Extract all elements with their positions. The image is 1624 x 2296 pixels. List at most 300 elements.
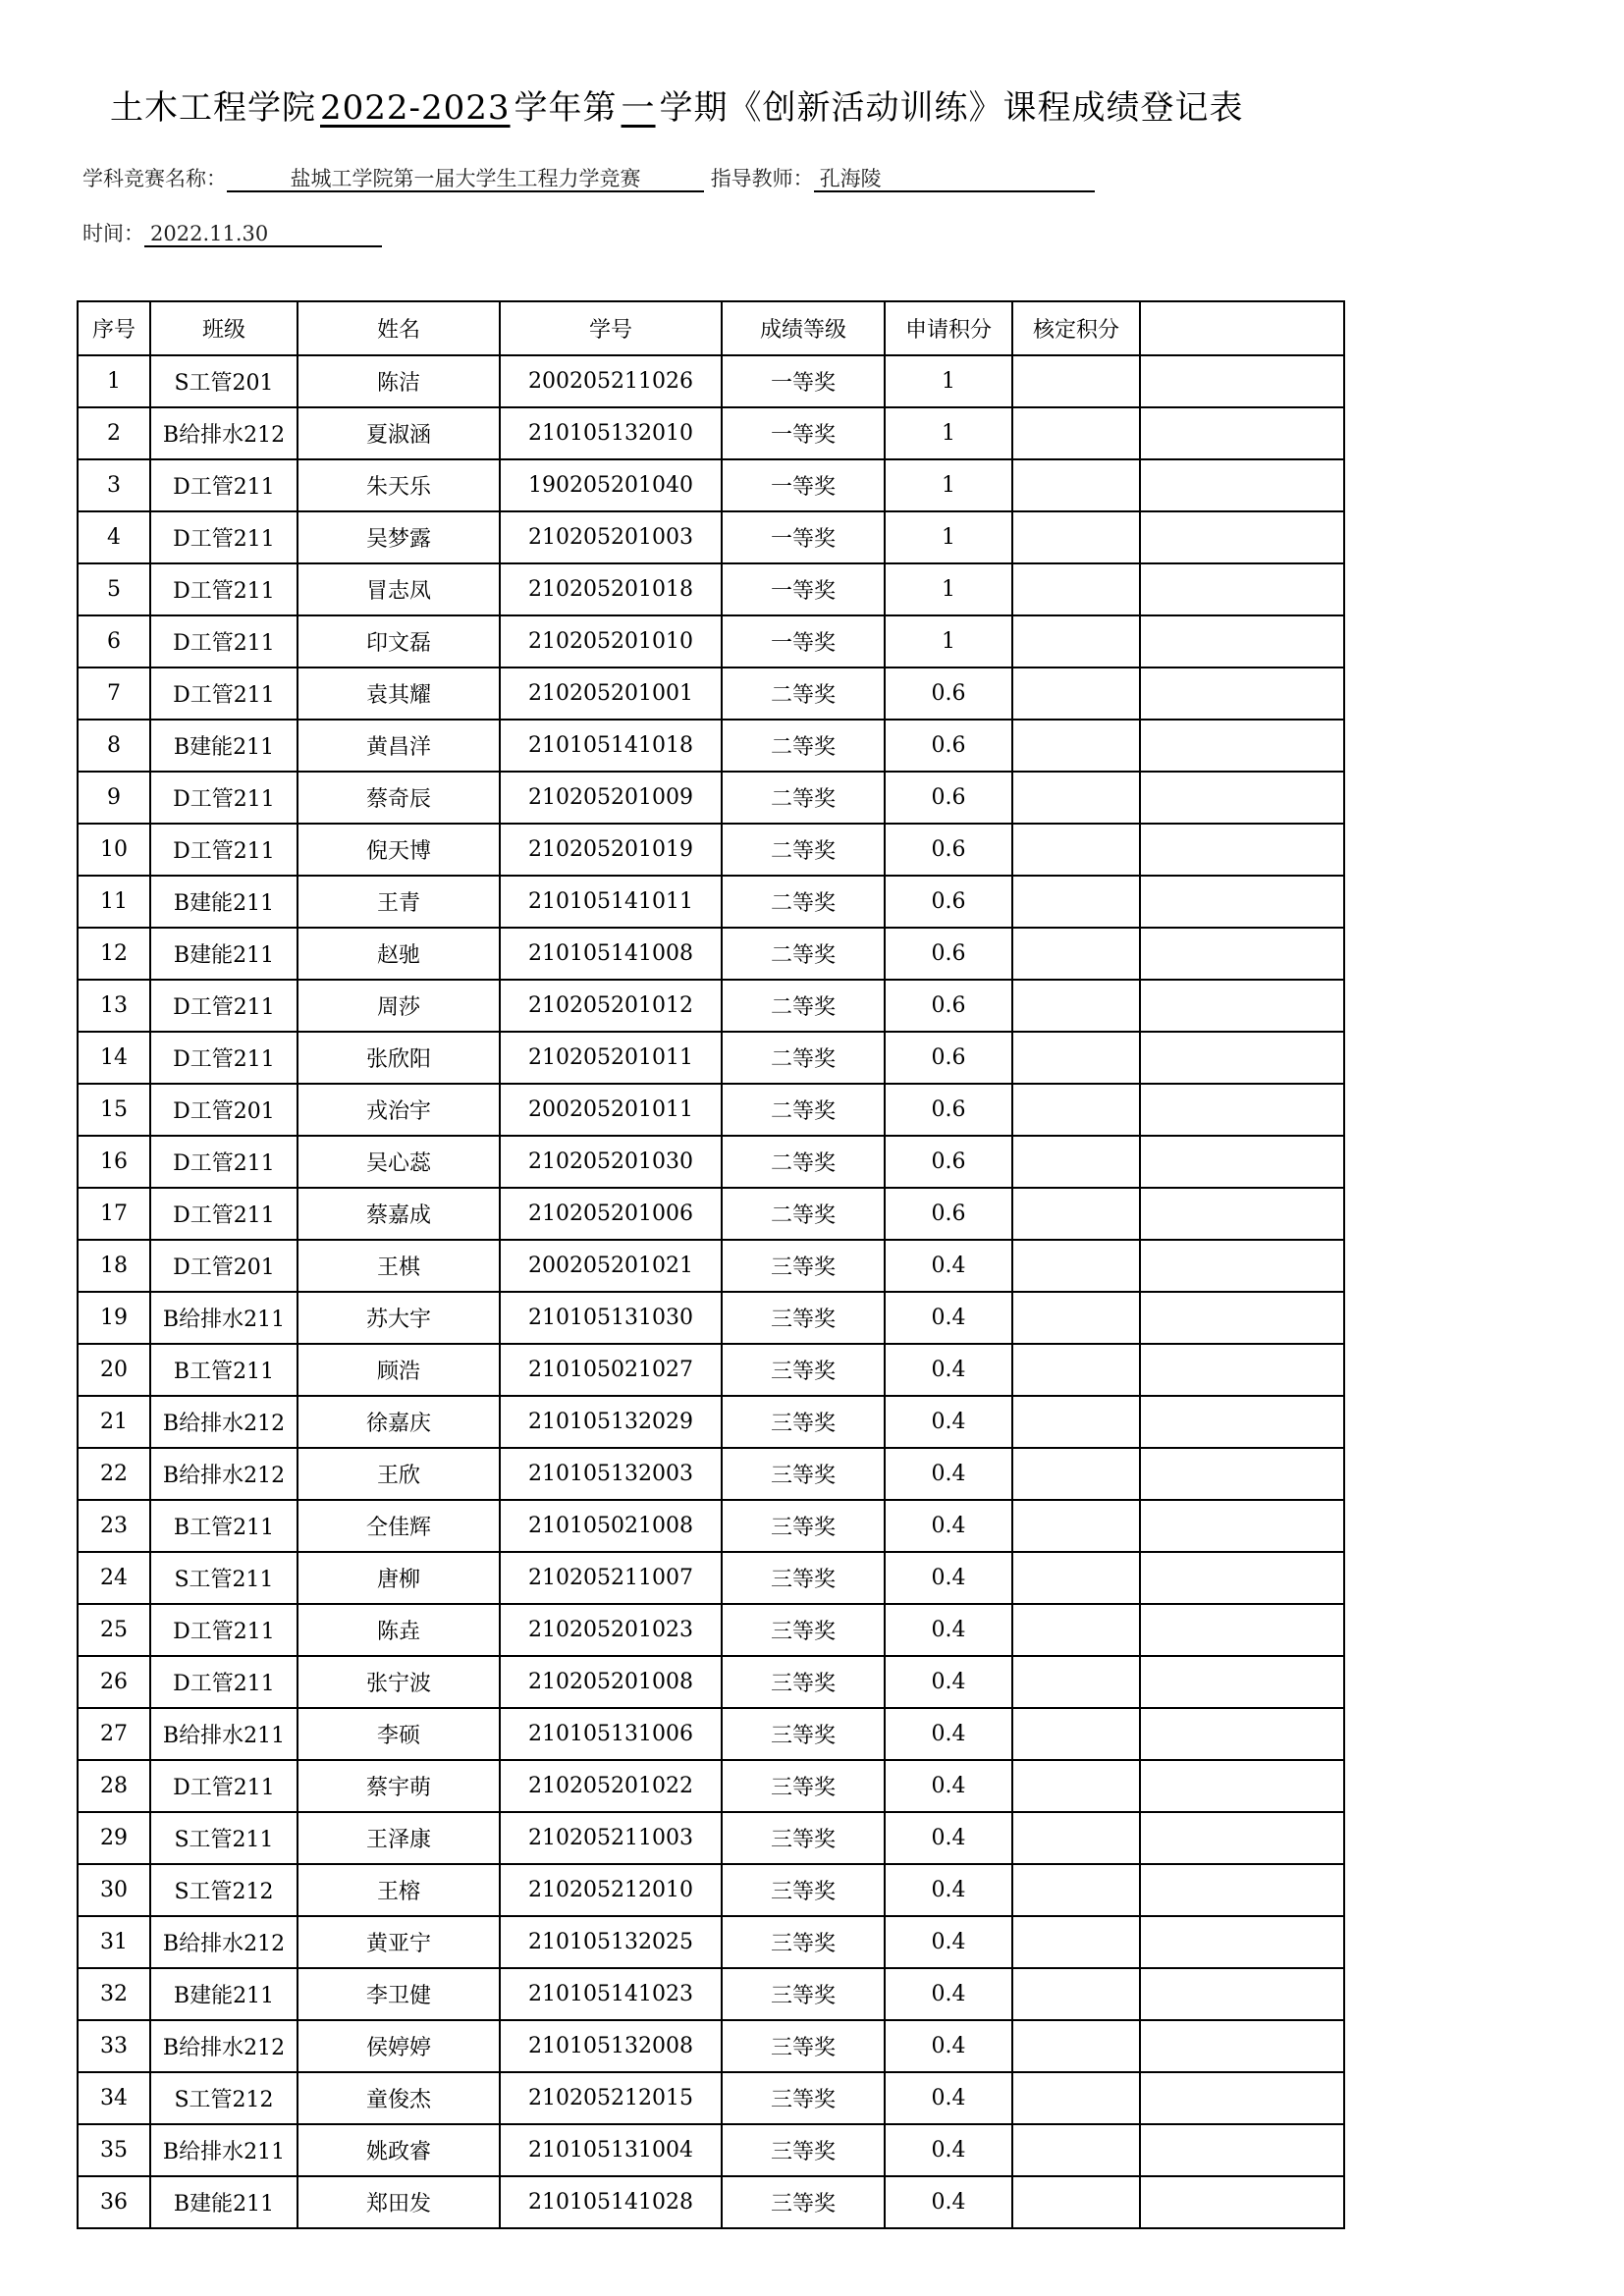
table-row — [78, 1292, 1344, 1344]
cell-applied-credits: 0.4 — [885, 1656, 1012, 1708]
cell-blank — [1140, 1032, 1344, 1084]
cell-applied-credits: 0.6 — [885, 667, 1012, 720]
cell-approved-credits — [1012, 824, 1140, 876]
cell-class: D工管211 — [150, 1604, 298, 1656]
cell-index: 9 — [78, 772, 150, 824]
cell-blank — [1140, 667, 1344, 720]
cell-approved-credits — [1012, 1812, 1140, 1864]
cell-index: 12 — [78, 928, 150, 980]
cell-index: 20 — [78, 1344, 150, 1396]
cell-index: 14 — [78, 1032, 150, 1084]
cell-applied-credits: 0.6 — [885, 876, 1012, 928]
cell-name: 张宁波 — [298, 1656, 500, 1708]
cell-student-id: 210105141018 — [500, 720, 722, 772]
cell-class: B工管211 — [150, 1500, 298, 1552]
table-row — [78, 1084, 1344, 1136]
cell-class: D工管211 — [150, 772, 298, 824]
cell-class: B给排水212 — [150, 1916, 298, 1968]
cell-class: B给排水212 — [150, 1448, 298, 1500]
cell-name: 姚政睿 — [298, 2124, 500, 2176]
cell-approved-credits — [1012, 407, 1140, 459]
cell-index: 13 — [78, 980, 150, 1032]
cell-grade-level: 二等奖 — [722, 667, 885, 720]
cell-blank — [1140, 1812, 1344, 1864]
cell-student-id: 200205201021 — [500, 1240, 722, 1292]
cell-blank — [1140, 2124, 1344, 2176]
cell-index: 33 — [78, 2020, 150, 2072]
cell-grade-level: 三等奖 — [722, 1344, 885, 1396]
cell-applied-credits: 0.4 — [885, 1708, 1012, 1760]
cell-grade-level: 二等奖 — [722, 1188, 885, 1240]
cell-approved-credits — [1012, 563, 1140, 615]
cell-approved-credits — [1012, 1084, 1140, 1136]
cell-name: 冒志凤 — [298, 563, 500, 615]
cell-student-id: 210205201030 — [500, 1136, 722, 1188]
table-row — [78, 928, 1344, 980]
table-row — [78, 667, 1344, 720]
table-row — [78, 1708, 1344, 1760]
cell-blank — [1140, 1500, 1344, 1552]
cell-approved-credits — [1012, 2176, 1140, 2228]
cell-student-id: 210105131004 — [500, 2124, 722, 2176]
cell-student-id: 210205201006 — [500, 1188, 722, 1240]
cell-applied-credits: 0.6 — [885, 928, 1012, 980]
cell-name: 陈洁 — [298, 355, 500, 407]
cell-blank — [1140, 1188, 1344, 1240]
cell-approved-credits — [1012, 2124, 1140, 2176]
cell-blank — [1140, 615, 1344, 667]
cell-approved-credits — [1012, 1448, 1140, 1500]
cell-applied-credits: 1 — [885, 615, 1012, 667]
cell-grade-level: 一等奖 — [722, 563, 885, 615]
cell-index: 23 — [78, 1500, 150, 1552]
cell-applied-credits: 0.6 — [885, 772, 1012, 824]
cell-class: D工管211 — [150, 1188, 298, 1240]
cell-applied-credits: 0.4 — [885, 1812, 1012, 1864]
cell-name: 王榕 — [298, 1864, 500, 1916]
header-index: 序号 — [78, 301, 150, 355]
cell-index: 16 — [78, 1136, 150, 1188]
cell-grade-level: 二等奖 — [722, 928, 885, 980]
cell-student-id: 210105132003 — [500, 1448, 722, 1500]
table-row — [78, 1864, 1344, 1916]
cell-class: S工管212 — [150, 1864, 298, 1916]
cell-index: 17 — [78, 1188, 150, 1240]
cell-student-id: 210205201018 — [500, 563, 722, 615]
cell-student-id: 210205211003 — [500, 1812, 722, 1864]
cell-approved-credits — [1012, 1604, 1140, 1656]
cell-class: D工管201 — [150, 1084, 298, 1136]
cell-applied-credits: 0.4 — [885, 1552, 1012, 1604]
table-row — [78, 824, 1344, 876]
cell-index: 36 — [78, 2176, 150, 2228]
cell-blank — [1140, 355, 1344, 407]
cell-approved-credits — [1012, 876, 1140, 928]
time-info-line — [82, 218, 382, 247]
cell-student-id: 210205201022 — [500, 1760, 722, 1812]
cell-class: D工管211 — [150, 563, 298, 615]
cell-index: 7 — [78, 667, 150, 720]
cell-blank — [1140, 2176, 1344, 2228]
cell-student-id: 210105021008 — [500, 1500, 722, 1552]
cell-grade-level: 三等奖 — [722, 1864, 885, 1916]
cell-blank — [1140, 1084, 1344, 1136]
cell-grade-level: 三等奖 — [722, 1760, 885, 1812]
cell-name: 王棋 — [298, 1240, 500, 1292]
cell-name: 吴梦露 — [298, 511, 500, 563]
cell-index: 11 — [78, 876, 150, 928]
table-row — [78, 459, 1344, 511]
cell-applied-credits: 0.6 — [885, 1188, 1012, 1240]
cell-grade-level: 三等奖 — [722, 1604, 885, 1656]
year-suffix: 学年第 — [514, 88, 618, 128]
grade-register-table — [77, 300, 1345, 2229]
table-row — [78, 1656, 1344, 1708]
cell-index: 5 — [78, 563, 150, 615]
cell-student-id: 210105141028 — [500, 2176, 722, 2228]
cell-grade-level: 三等奖 — [722, 1812, 885, 1864]
cell-applied-credits: 0.4 — [885, 1292, 1012, 1344]
cell-applied-credits: 0.4 — [885, 2124, 1012, 2176]
cell-index: 28 — [78, 1760, 150, 1812]
cell-grade-level: 三等奖 — [722, 1968, 885, 2020]
table-row — [78, 1188, 1344, 1240]
cell-blank — [1140, 876, 1344, 928]
table-row — [78, 1604, 1344, 1656]
cell-student-id: 210105131030 — [500, 1292, 722, 1344]
cell-approved-credits — [1012, 355, 1140, 407]
cell-grade-level: 三等奖 — [722, 1708, 885, 1760]
table-row — [78, 1396, 1344, 1448]
header-name: 姓名 — [298, 301, 500, 355]
cell-index: 1 — [78, 355, 150, 407]
cell-approved-credits — [1012, 1656, 1140, 1708]
header-student-id: 学号 — [500, 301, 722, 355]
cell-blank — [1140, 511, 1344, 563]
cell-index: 21 — [78, 1396, 150, 1448]
cell-approved-credits — [1012, 1136, 1140, 1188]
header-grade-level: 成绩等级 — [722, 301, 885, 355]
cell-student-id: 210205201003 — [500, 511, 722, 563]
cell-blank — [1140, 1344, 1344, 1396]
table-row — [78, 772, 1344, 824]
cell-index: 4 — [78, 511, 150, 563]
cell-grade-level: 一等奖 — [722, 615, 885, 667]
cell-applied-credits: 0.4 — [885, 1396, 1012, 1448]
cell-student-id: 210205201012 — [500, 980, 722, 1032]
cell-approved-credits — [1012, 1552, 1140, 1604]
cell-applied-credits: 1 — [885, 511, 1012, 563]
table-row — [78, 355, 1344, 407]
table-row — [78, 980, 1344, 1032]
cell-class: D工管211 — [150, 511, 298, 563]
cell-class: B给排水212 — [150, 2020, 298, 2072]
cell-grade-level: 三等奖 — [722, 2020, 885, 2072]
cell-approved-credits — [1012, 1864, 1140, 1916]
cell-class: S工管211 — [150, 1552, 298, 1604]
cell-grade-level: 二等奖 — [722, 824, 885, 876]
cell-name: 郑田发 — [298, 2176, 500, 2228]
college-name: 土木工程学院 — [110, 88, 316, 128]
cell-blank — [1140, 459, 1344, 511]
academic-year: 2022-2023 — [320, 88, 511, 128]
header-applied-credits: 申请积分 — [885, 301, 1012, 355]
cell-name: 张欣阳 — [298, 1032, 500, 1084]
cell-grade-level: 三等奖 — [722, 1552, 885, 1604]
cell-approved-credits — [1012, 1292, 1140, 1344]
cell-name: 顾浩 — [298, 1344, 500, 1396]
cell-name: 苏大宇 — [298, 1292, 500, 1344]
cell-name: 周莎 — [298, 980, 500, 1032]
cell-name: 王泽康 — [298, 1812, 500, 1864]
cell-approved-credits — [1012, 1032, 1140, 1084]
cell-name: 侯婷婷 — [298, 2020, 500, 2072]
cell-approved-credits — [1012, 1708, 1140, 1760]
cell-index: 26 — [78, 1656, 150, 1708]
cell-class: D工管211 — [150, 1032, 298, 1084]
table-row — [78, 1916, 1344, 1968]
cell-student-id: 210205201023 — [500, 1604, 722, 1656]
cell-applied-credits: 0.6 — [885, 980, 1012, 1032]
table-row — [78, 563, 1344, 615]
cell-grade-level: 三等奖 — [722, 1448, 885, 1500]
cell-applied-credits: 0.6 — [885, 1084, 1012, 1136]
cell-approved-credits — [1012, 2020, 1140, 2072]
cell-grade-level: 三等奖 — [722, 1656, 885, 1708]
cell-grade-level: 二等奖 — [722, 772, 885, 824]
cell-grade-level: 一等奖 — [722, 511, 885, 563]
cell-blank — [1140, 1292, 1344, 1344]
course-title: 学期《创新活动训练》课程成绩登记表 — [659, 88, 1244, 128]
cell-applied-credits: 0.4 — [885, 1500, 1012, 1552]
table-row — [78, 1344, 1344, 1396]
cell-applied-credits: 1 — [885, 355, 1012, 407]
cell-grade-level: 三等奖 — [722, 1240, 885, 1292]
cell-approved-credits — [1012, 511, 1140, 563]
cell-class: D工管211 — [150, 1760, 298, 1812]
teacher-label: 指导教师： — [710, 167, 814, 190]
cell-student-id: 210105132025 — [500, 1916, 722, 1968]
cell-blank — [1140, 1916, 1344, 1968]
table-row — [78, 1448, 1344, 1500]
cell-applied-credits: 0.4 — [885, 1448, 1012, 1500]
cell-applied-credits: 0.4 — [885, 2176, 1012, 2228]
table-row — [78, 1136, 1344, 1188]
cell-student-id: 210205201009 — [500, 772, 722, 824]
table-row — [78, 2020, 1344, 2072]
cell-blank — [1140, 1864, 1344, 1916]
cell-index: 35 — [78, 2124, 150, 2176]
cell-applied-credits: 0.4 — [885, 2020, 1012, 2072]
cell-blank — [1140, 1656, 1344, 1708]
table-row — [78, 876, 1344, 928]
cell-grade-level: 三等奖 — [722, 1500, 885, 1552]
cell-index: 25 — [78, 1604, 150, 1656]
cell-approved-credits — [1012, 1240, 1140, 1292]
cell-name: 朱天乐 — [298, 459, 500, 511]
cell-student-id: 210205201019 — [500, 824, 722, 876]
cell-student-id: 210105141011 — [500, 876, 722, 928]
table-row — [78, 615, 1344, 667]
cell-applied-credits: 0.6 — [885, 824, 1012, 876]
cell-class: B建能211 — [150, 876, 298, 928]
table-row — [78, 720, 1344, 772]
cell-index: 27 — [78, 1708, 150, 1760]
cell-approved-credits — [1012, 980, 1140, 1032]
cell-applied-credits: 0.4 — [885, 1760, 1012, 1812]
cell-name: 赵驰 — [298, 928, 500, 980]
cell-name: 李卫健 — [298, 1968, 500, 2020]
cell-applied-credits: 0.4 — [885, 1344, 1012, 1396]
time-value: 2022.11.30 — [144, 222, 382, 247]
cell-index: 24 — [78, 1552, 150, 1604]
cell-applied-credits: 0.4 — [885, 1240, 1012, 1292]
cell-student-id: 210105141008 — [500, 928, 722, 980]
cell-class: D工管211 — [150, 1136, 298, 1188]
cell-class: D工管211 — [150, 667, 298, 720]
cell-name: 黄亚宁 — [298, 1916, 500, 1968]
cell-class: B给排水212 — [150, 407, 298, 459]
cell-student-id: 210205201001 — [500, 667, 722, 720]
cell-approved-credits — [1012, 667, 1140, 720]
cell-class: B给排水211 — [150, 1292, 298, 1344]
term-number: 一 — [621, 88, 656, 128]
cell-blank — [1140, 407, 1344, 459]
cell-grade-level: 一等奖 — [722, 355, 885, 407]
cell-blank — [1140, 772, 1344, 824]
competition-label: 学科竞赛名称： — [82, 167, 227, 190]
cell-name: 戎治宇 — [298, 1084, 500, 1136]
cell-blank — [1140, 928, 1344, 980]
cell-applied-credits: 0.4 — [885, 2072, 1012, 2124]
cell-class: S工管201 — [150, 355, 298, 407]
cell-approved-credits — [1012, 1396, 1140, 1448]
cell-index: 3 — [78, 459, 150, 511]
cell-index: 10 — [78, 824, 150, 876]
cell-student-id: 210205201011 — [500, 1032, 722, 1084]
cell-blank — [1140, 980, 1344, 1032]
cell-blank — [1140, 1968, 1344, 2020]
cell-index: 31 — [78, 1916, 150, 1968]
cell-class: D工管201 — [150, 1240, 298, 1292]
cell-blank — [1140, 2020, 1344, 2072]
cell-index: 8 — [78, 720, 150, 772]
cell-student-id: 210205201008 — [500, 1656, 722, 1708]
cell-student-id: 210205212010 — [500, 1864, 722, 1916]
cell-applied-credits: 1 — [885, 563, 1012, 615]
table-row — [78, 1240, 1344, 1292]
cell-grade-level: 三等奖 — [722, 1916, 885, 1968]
table-row — [78, 1968, 1344, 2020]
cell-name: 陈垚 — [298, 1604, 500, 1656]
cell-class: D工管211 — [150, 980, 298, 1032]
cell-index: 29 — [78, 1812, 150, 1864]
cell-student-id: 210105132029 — [500, 1396, 722, 1448]
table-row — [78, 2072, 1344, 2124]
cell-class: B建能211 — [150, 1968, 298, 2020]
cell-student-id: 200205211026 — [500, 355, 722, 407]
header-class: 班级 — [150, 301, 298, 355]
cell-blank — [1140, 563, 1344, 615]
cell-class: B给排水211 — [150, 1708, 298, 1760]
cell-name: 徐嘉庆 — [298, 1396, 500, 1448]
cell-approved-credits — [1012, 772, 1140, 824]
table-body — [78, 355, 1344, 2228]
cell-applied-credits: 0.4 — [885, 1916, 1012, 1968]
cell-applied-credits: 1 — [885, 407, 1012, 459]
cell-name: 印文磊 — [298, 615, 500, 667]
cell-student-id: 210205212015 — [500, 2072, 722, 2124]
cell-index: 30 — [78, 1864, 150, 1916]
cell-class: B建能211 — [150, 2176, 298, 2228]
cell-student-id: 210205201010 — [500, 615, 722, 667]
cell-grade-level: 二等奖 — [722, 876, 885, 928]
cell-index: 32 — [78, 1968, 150, 2020]
table-row — [78, 511, 1344, 563]
cell-name: 吴心蕊 — [298, 1136, 500, 1188]
cell-applied-credits: 0.6 — [885, 720, 1012, 772]
cell-grade-level: 二等奖 — [722, 1136, 885, 1188]
cell-index: 2 — [78, 407, 150, 459]
time-label: 时间： — [82, 222, 144, 245]
document-title — [110, 80, 1244, 129]
table-row — [78, 1812, 1344, 1864]
cell-class: D工管211 — [150, 615, 298, 667]
cell-index: 18 — [78, 1240, 150, 1292]
cell-index: 22 — [78, 1448, 150, 1500]
cell-approved-credits — [1012, 1344, 1140, 1396]
cell-approved-credits — [1012, 2072, 1140, 2124]
cell-approved-credits — [1012, 1188, 1140, 1240]
table-row — [78, 2176, 1344, 2228]
table-header-row — [78, 301, 1344, 355]
cell-name: 袁其耀 — [298, 667, 500, 720]
cell-approved-credits — [1012, 1760, 1140, 1812]
cell-blank — [1140, 1552, 1344, 1604]
cell-name: 唐柳 — [298, 1552, 500, 1604]
cell-applied-credits: 0.6 — [885, 1136, 1012, 1188]
cell-approved-credits — [1012, 1968, 1140, 2020]
cell-index: 6 — [78, 615, 150, 667]
cell-blank — [1140, 1240, 1344, 1292]
cell-grade-level: 一等奖 — [722, 407, 885, 459]
competition-info-line — [82, 163, 1095, 192]
cell-name: 李硕 — [298, 1708, 500, 1760]
cell-name: 蔡宇萌 — [298, 1760, 500, 1812]
cell-blank — [1140, 1396, 1344, 1448]
cell-class: B给排水211 — [150, 2124, 298, 2176]
cell-name: 倪天博 — [298, 824, 500, 876]
cell-index: 19 — [78, 1292, 150, 1344]
cell-approved-credits — [1012, 928, 1140, 980]
cell-student-id: 210105132010 — [500, 407, 722, 459]
cell-class: B给排水212 — [150, 1396, 298, 1448]
cell-grade-level: 一等奖 — [722, 459, 885, 511]
cell-applied-credits: 0.4 — [885, 1604, 1012, 1656]
cell-applied-credits: 0.4 — [885, 1864, 1012, 1916]
cell-student-id: 210105021027 — [500, 1344, 722, 1396]
cell-approved-credits — [1012, 615, 1140, 667]
cell-student-id: 200205201011 — [500, 1084, 722, 1136]
cell-blank — [1140, 720, 1344, 772]
cell-approved-credits — [1012, 1500, 1140, 1552]
teacher-name: 孔海陵 — [814, 167, 1095, 192]
cell-name: 仝佳辉 — [298, 1500, 500, 1552]
header-approved-credits: 核定积分 — [1012, 301, 1140, 355]
cell-grade-level: 二等奖 — [722, 980, 885, 1032]
table-row — [78, 407, 1344, 459]
cell-index: 34 — [78, 2072, 150, 2124]
